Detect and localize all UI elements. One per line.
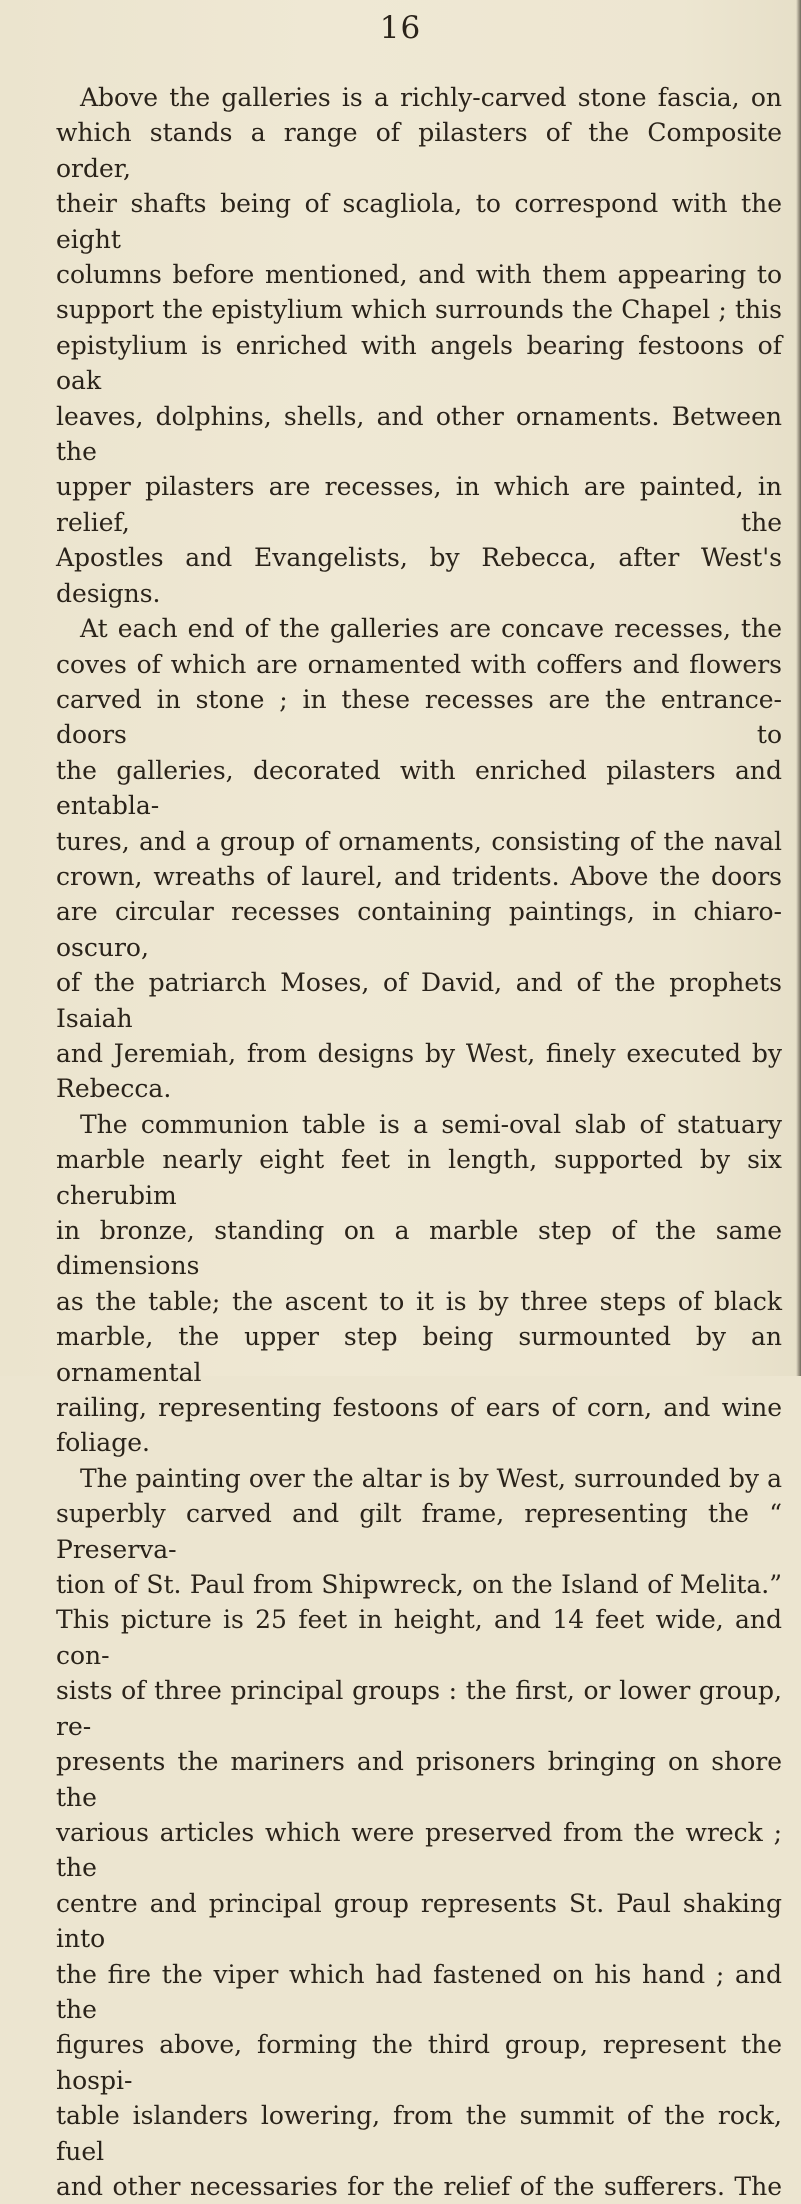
text-line: centre and principal group represents St. Paul shaking into: [56, 1888, 782, 1954]
text-line: of the patriarch Moses, of David, and of the prophets Isaiah: [56, 968, 782, 1033]
text-line: The communion table is a semi-oval slab of statuary: [80, 1109, 782, 1139]
text-line: marble nearly eight feet in length, supported by six cherubim: [56, 1145, 782, 1210]
text-line: This picture is 25 feet in height, and 14 feet wide, and con-: [56, 1605, 782, 1670]
text-line: tures, and a group of ornaments, consisting of the naval: [56, 826, 782, 856]
text-line: Apostles and Evangelists, by Rebecca, after West's designs.: [56, 543, 782, 608]
text-line: which stands a range of pilasters of the Composite order,: [56, 118, 782, 183]
text-line: tion of St. Paul from Shipwreck, on the Island of Melita.”: [56, 1570, 782, 1600]
text-line: in bronze, standing on a marble step of the same dimensions: [56, 1216, 782, 1281]
text-line: upper pilasters are recesses, in which are painted, in relief, the: [56, 472, 782, 537]
paragraph: [56, 80, 782, 611]
text-line: and Jeremiah, from designs by West, finely executed by: [56, 1038, 782, 1068]
text-line: epistylium is enriched with angels bearing festoons of oak: [56, 330, 782, 396]
page-number: 16: [379, 10, 422, 46]
text-line: marble, the upper step being surmounted by an ornamental: [56, 1322, 782, 1387]
text-line: columns before mentioned, and with them appearing to: [56, 260, 782, 290]
text-line: railing, representing festoons of ears of corn, and wine: [56, 1393, 782, 1423]
text-line: leaves, dolphins, shells, and other ornaments. Between the: [56, 401, 782, 467]
text-line: crown, wreaths of laurel, and tridents. Above the doors: [56, 861, 782, 891]
paragraph: [56, 1107, 782, 1461]
text-line: Rebecca.: [56, 1074, 172, 1104]
text-line: foliage.: [56, 1428, 150, 1458]
text-line: are circular recesses containing paintings, in chiaro-oscuro,: [56, 897, 782, 962]
text-line: various articles which were preserved from the wreck ; the: [56, 1817, 782, 1883]
text-line: their shafts being of scagliola, to correspond with the eight: [56, 189, 782, 254]
text-line: the galleries, decorated with enriched pilasters and entabla-: [56, 755, 782, 821]
text-line: table islanders lowering, from the summit of the rock, fuel: [56, 2101, 782, 2166]
text-line: The painting over the altar is by West, surrounded by a: [80, 1463, 782, 1493]
text-line: as the table; the ascent to it is by three steps of black: [56, 1286, 782, 1316]
text-line: the fire the viper which had fastened on his hand ; and the: [56, 1959, 782, 2024]
text-line: coves of which are ornamented with coffers and flowers: [56, 649, 782, 679]
text-line: and other necessaries for the relief of the sufferers. The: [56, 2171, 782, 2201]
text-line: figures above, forming the third group, represent the hospi-: [56, 2030, 782, 2095]
text-line: At each end of the galleries are concave recesses, the: [80, 614, 782, 644]
text-line: sists of three principal groups : the first, or lower group, re-: [56, 1676, 782, 1741]
text-line: presents the mariners and prisoners bringing on shore the: [56, 1747, 782, 1812]
text-line: support the epistylium which surrounds the Chapel ; this: [56, 295, 782, 325]
paragraph: [56, 1461, 782, 2204]
paragraph: [56, 611, 782, 1107]
page-edge-shadow: [796, 0, 801, 1376]
text-line: Above the galleries is a richly-carved stone fascia, on: [80, 83, 782, 112]
body-text: [56, 80, 782, 2204]
text-line: superbly carved and gilt frame, representing the “ Preserva-: [56, 1499, 782, 1564]
text-line: carved in stone ; in these recesses are the entrance-doors to: [56, 684, 782, 750]
